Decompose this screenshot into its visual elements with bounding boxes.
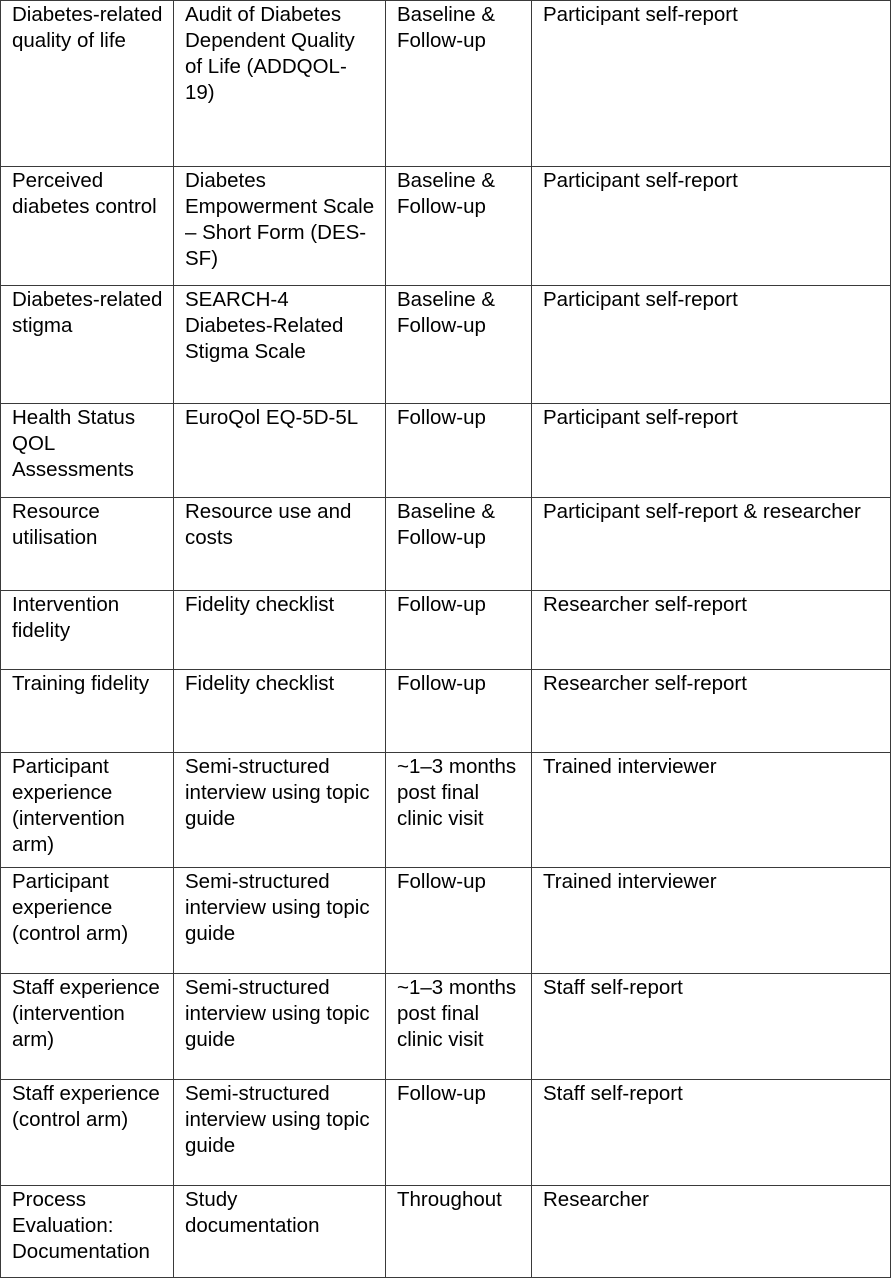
measure-cell: Study documentation — [174, 1186, 386, 1278]
outcome-cell: Resource utilisation — [1, 498, 174, 591]
measure-cell: EuroQol EQ-5D-5L — [174, 404, 386, 498]
timepoint-cell: ~1–3 months post final clinic visit — [386, 974, 532, 1080]
measure-cell: Fidelity checklist — [174, 670, 386, 753]
table-row — [1, 591, 891, 670]
timepoint-cell: Baseline & Follow-up — [386, 1, 532, 167]
source-cell: Trained interviewer — [532, 753, 891, 868]
table-row — [1, 753, 891, 868]
outcome-cell: Participant experience (control arm) — [1, 868, 174, 974]
measure-cell: Semi-structured interview using topic guide — [174, 753, 386, 868]
source-cell: Staff self-report — [532, 1080, 891, 1186]
source-cell: Researcher self-report — [532, 591, 891, 670]
source-cell: Participant self-report — [532, 286, 891, 404]
outcome-cell: Training fidelity — [1, 670, 174, 753]
measure-cell: Semi-structured interview using topic guide — [174, 1080, 386, 1186]
outcome-cell: Intervention fidelity — [1, 591, 174, 670]
table-row — [1, 670, 891, 753]
measure-cell: Semi-structured interview using topic guide — [174, 868, 386, 974]
measure-cell: Semi-structured interview using topic guide — [174, 974, 386, 1080]
table-row — [1, 1186, 891, 1278]
table-row — [1, 974, 891, 1080]
outcome-cell: Process Evaluation: Documentation — [1, 1186, 174, 1278]
timepoint-cell: Follow-up — [386, 868, 532, 974]
measure-cell: Diabetes Empowerment Scale – Short Form (DES-SF) — [174, 167, 386, 286]
measure-cell: Resource use and costs — [174, 498, 386, 591]
timepoint-cell: Throughout — [386, 1186, 532, 1278]
timepoint-cell: Baseline & Follow-up — [386, 286, 532, 404]
table-row — [1, 868, 891, 974]
table-row — [1, 404, 891, 498]
measure-cell: Fidelity checklist — [174, 591, 386, 670]
source-cell: Participant self-report & researcher — [532, 498, 891, 591]
measure-cell: SEARCH-4 Diabetes-Related Stigma Scale — [174, 286, 386, 404]
table-row — [1, 1, 891, 167]
outcome-cell: Participant experience (intervention arm) — [1, 753, 174, 868]
source-cell: Researcher — [532, 1186, 891, 1278]
timepoint-cell: Follow-up — [386, 1080, 532, 1186]
timepoint-cell: Follow-up — [386, 591, 532, 670]
table-row — [1, 1080, 891, 1186]
outcome-cell: Staff experience (intervention arm) — [1, 974, 174, 1080]
table-row — [1, 167, 891, 286]
timepoint-cell: Baseline & Follow-up — [386, 167, 532, 286]
outcome-cell: Health Status QOL Assessments — [1, 404, 174, 498]
timepoint-cell: Follow-up — [386, 404, 532, 498]
table-row — [1, 498, 891, 591]
source-cell: Trained interviewer — [532, 868, 891, 974]
outcome-cell: Staff experience (control arm) — [1, 1080, 174, 1186]
outcome-cell: Perceived diabetes control — [1, 167, 174, 286]
source-cell: Staff self-report — [532, 974, 891, 1080]
source-cell: Researcher self-report — [532, 670, 891, 753]
timepoint-cell: Follow-up — [386, 670, 532, 753]
outcome-cell: Diabetes-related stigma — [1, 286, 174, 404]
source-cell: Participant self-report — [532, 1, 891, 167]
timepoint-cell: Baseline & Follow-up — [386, 498, 532, 591]
source-cell: Participant self-report — [532, 167, 891, 286]
timepoint-cell: ~1–3 months post final clinic visit — [386, 753, 532, 868]
table-row — [1, 286, 891, 404]
source-cell: Participant self-report — [532, 404, 891, 498]
measure-cell: Audit of Diabetes Dependent Quality of Life (ADDQOL-19) — [174, 1, 386, 167]
outcome-cell: Diabetes-related quality of life — [1, 1, 174, 167]
